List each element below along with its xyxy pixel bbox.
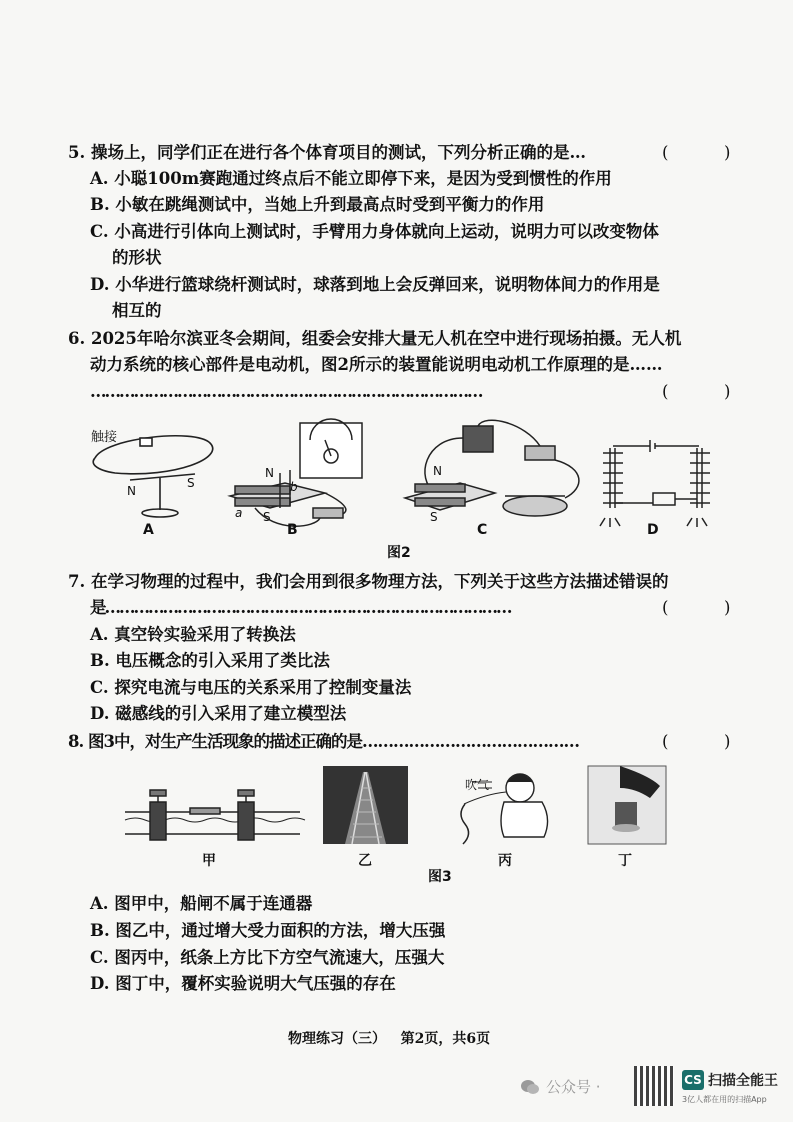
camscanner-tagline: 3亿人都在用的扫描App xyxy=(682,1095,767,1104)
figure-2a-touch-label: 触接 xyxy=(91,430,118,445)
q7-option-d: D. 磁感线的引入采用了建立模型法 xyxy=(90,704,347,723)
figure-2d-electromagnet-apparatus xyxy=(600,440,710,527)
q6-paren-open: ( xyxy=(662,382,669,401)
q8-option-a: A. 图甲中，船闸不属于连通器 xyxy=(90,894,313,913)
qr-code-icon xyxy=(634,1066,674,1106)
figure-2d-label: D xyxy=(647,522,659,538)
q8-stem: 8. 图3中，对生产生活现象的描述正确的是…………………………………… xyxy=(68,732,579,751)
q8-option-b: B. 图乙中，通过增大受力面积的方法，增大压强 xyxy=(90,921,446,940)
figure-2-drawing xyxy=(85,418,725,548)
figure-2a-label: A xyxy=(143,522,154,538)
gzh-label: 公众号 · xyxy=(546,1078,601,1096)
figure-2a-compass-apparatus xyxy=(93,436,212,517)
figure-3-jia-label: 甲 xyxy=(202,853,216,869)
q6-stem-dots: ……………………………………………………………………… xyxy=(90,382,482,401)
q7-stem-line2: 是………………………………………………………………………… xyxy=(90,598,511,617)
figure-2b-b-label: b xyxy=(290,480,298,494)
figure-3-yi-label: 乙 xyxy=(358,853,372,869)
figure-2c-label: C xyxy=(477,522,488,538)
q5-option-b: B. 小敏在跳绳测试中，当她上升到最高点时受到平衡力的作用 xyxy=(90,195,545,214)
camscanner-badge: CS xyxy=(682,1070,704,1090)
q6-paren-close: ) xyxy=(724,382,731,401)
figure-2b-a-label: a xyxy=(235,506,243,520)
wechat-watermark xyxy=(520,1076,601,1097)
page-footer: 物理练习（三） 第2页，共6页 xyxy=(288,1031,491,1047)
figure-2b-label: B xyxy=(287,522,298,538)
figure-3 xyxy=(120,762,690,887)
q5-paren-open: ( xyxy=(662,143,669,162)
figure-3-ding-cup-photo xyxy=(588,766,666,844)
figure-2c-motor-apparatus xyxy=(405,420,579,516)
figure-3-drawing xyxy=(120,762,690,847)
q5-option-d-cont: 相互的 xyxy=(112,301,162,320)
figure-2 xyxy=(85,418,725,568)
q6-stem-line2: 动力系统的核心部件是电动机，图2所示的装置能说明电动机工作原理的是…… xyxy=(90,355,663,374)
figure-3-yi-railway-photo xyxy=(323,766,408,844)
q5-option-a: A. 小聪100m赛跑通过终点后不能立即停下来，是因为受到惯性的作用 xyxy=(90,169,612,188)
figure-2a-n-label: N xyxy=(127,484,136,498)
q7-paren-close: ) xyxy=(724,598,731,617)
figure-3-jia-lock-drawing xyxy=(125,790,305,840)
figure-2c-s-label: S xyxy=(430,510,438,524)
figure-3-ding-label: 丁 xyxy=(618,853,632,869)
q5-paren-close: ) xyxy=(724,143,731,162)
figure-2-caption: 图2 xyxy=(387,545,411,561)
q7-stem: 7. 在学习物理的过程中，我们会用到很多物理方法，下列关于这些方法描述错误的 xyxy=(68,572,669,591)
camscanner-name: 扫描全能王 xyxy=(708,1073,778,1089)
q5-option-d: D. 小华进行篮球绕杆测试时，球落到地上会反弹回来，说明物体间力的作用是 xyxy=(90,275,660,294)
figure-2b-s-label: S xyxy=(263,510,271,524)
figure-2b-galvanometer-apparatus xyxy=(230,419,362,526)
figure-3-caption: 图3 xyxy=(428,869,452,885)
figure-3-bing-label: 丙 xyxy=(498,853,512,869)
figure-2c-n-label: N xyxy=(433,464,442,478)
q7-option-b: B. 电压概念的引入采用了类比法 xyxy=(90,651,330,670)
q8-paren-close: ) xyxy=(724,732,731,751)
q6-stem: 6. 2025年哈尔滨亚冬会期间，组委会安排大量无人机在空中进行现场拍摄。无人机 xyxy=(68,329,682,348)
wechat-icon xyxy=(520,1079,540,1095)
q5-stem: 5. 操场上，同学们正在进行各个体育项目的测试，下列分析正确的是… xyxy=(68,143,586,162)
q8-option-d: D. 图丁中，覆杯实验说明大气压强的存在 xyxy=(90,974,396,993)
figure-2b-n-label: N xyxy=(265,466,274,480)
q5-option-c: C. 小高进行引体向上测试时，手臂用力身体就向上运动，说明力可以改变物体 xyxy=(90,222,659,241)
q7-paren-open: ( xyxy=(662,598,669,617)
q8-paren-open: ( xyxy=(662,732,669,751)
figure-2a-s-label: S xyxy=(187,476,195,490)
q7-option-a: A. 真空铃实验采用了转换法 xyxy=(90,625,296,644)
q7-option-c: C. 探究电流与电压的关系采用了控制变量法 xyxy=(90,678,412,697)
q5-option-c-cont: 的形状 xyxy=(112,248,162,267)
q8-option-c: C. 图丙中，纸条上方比下方空气流速大，压强大 xyxy=(90,948,445,967)
figure-3-blow-label: 吹气 xyxy=(465,778,490,792)
